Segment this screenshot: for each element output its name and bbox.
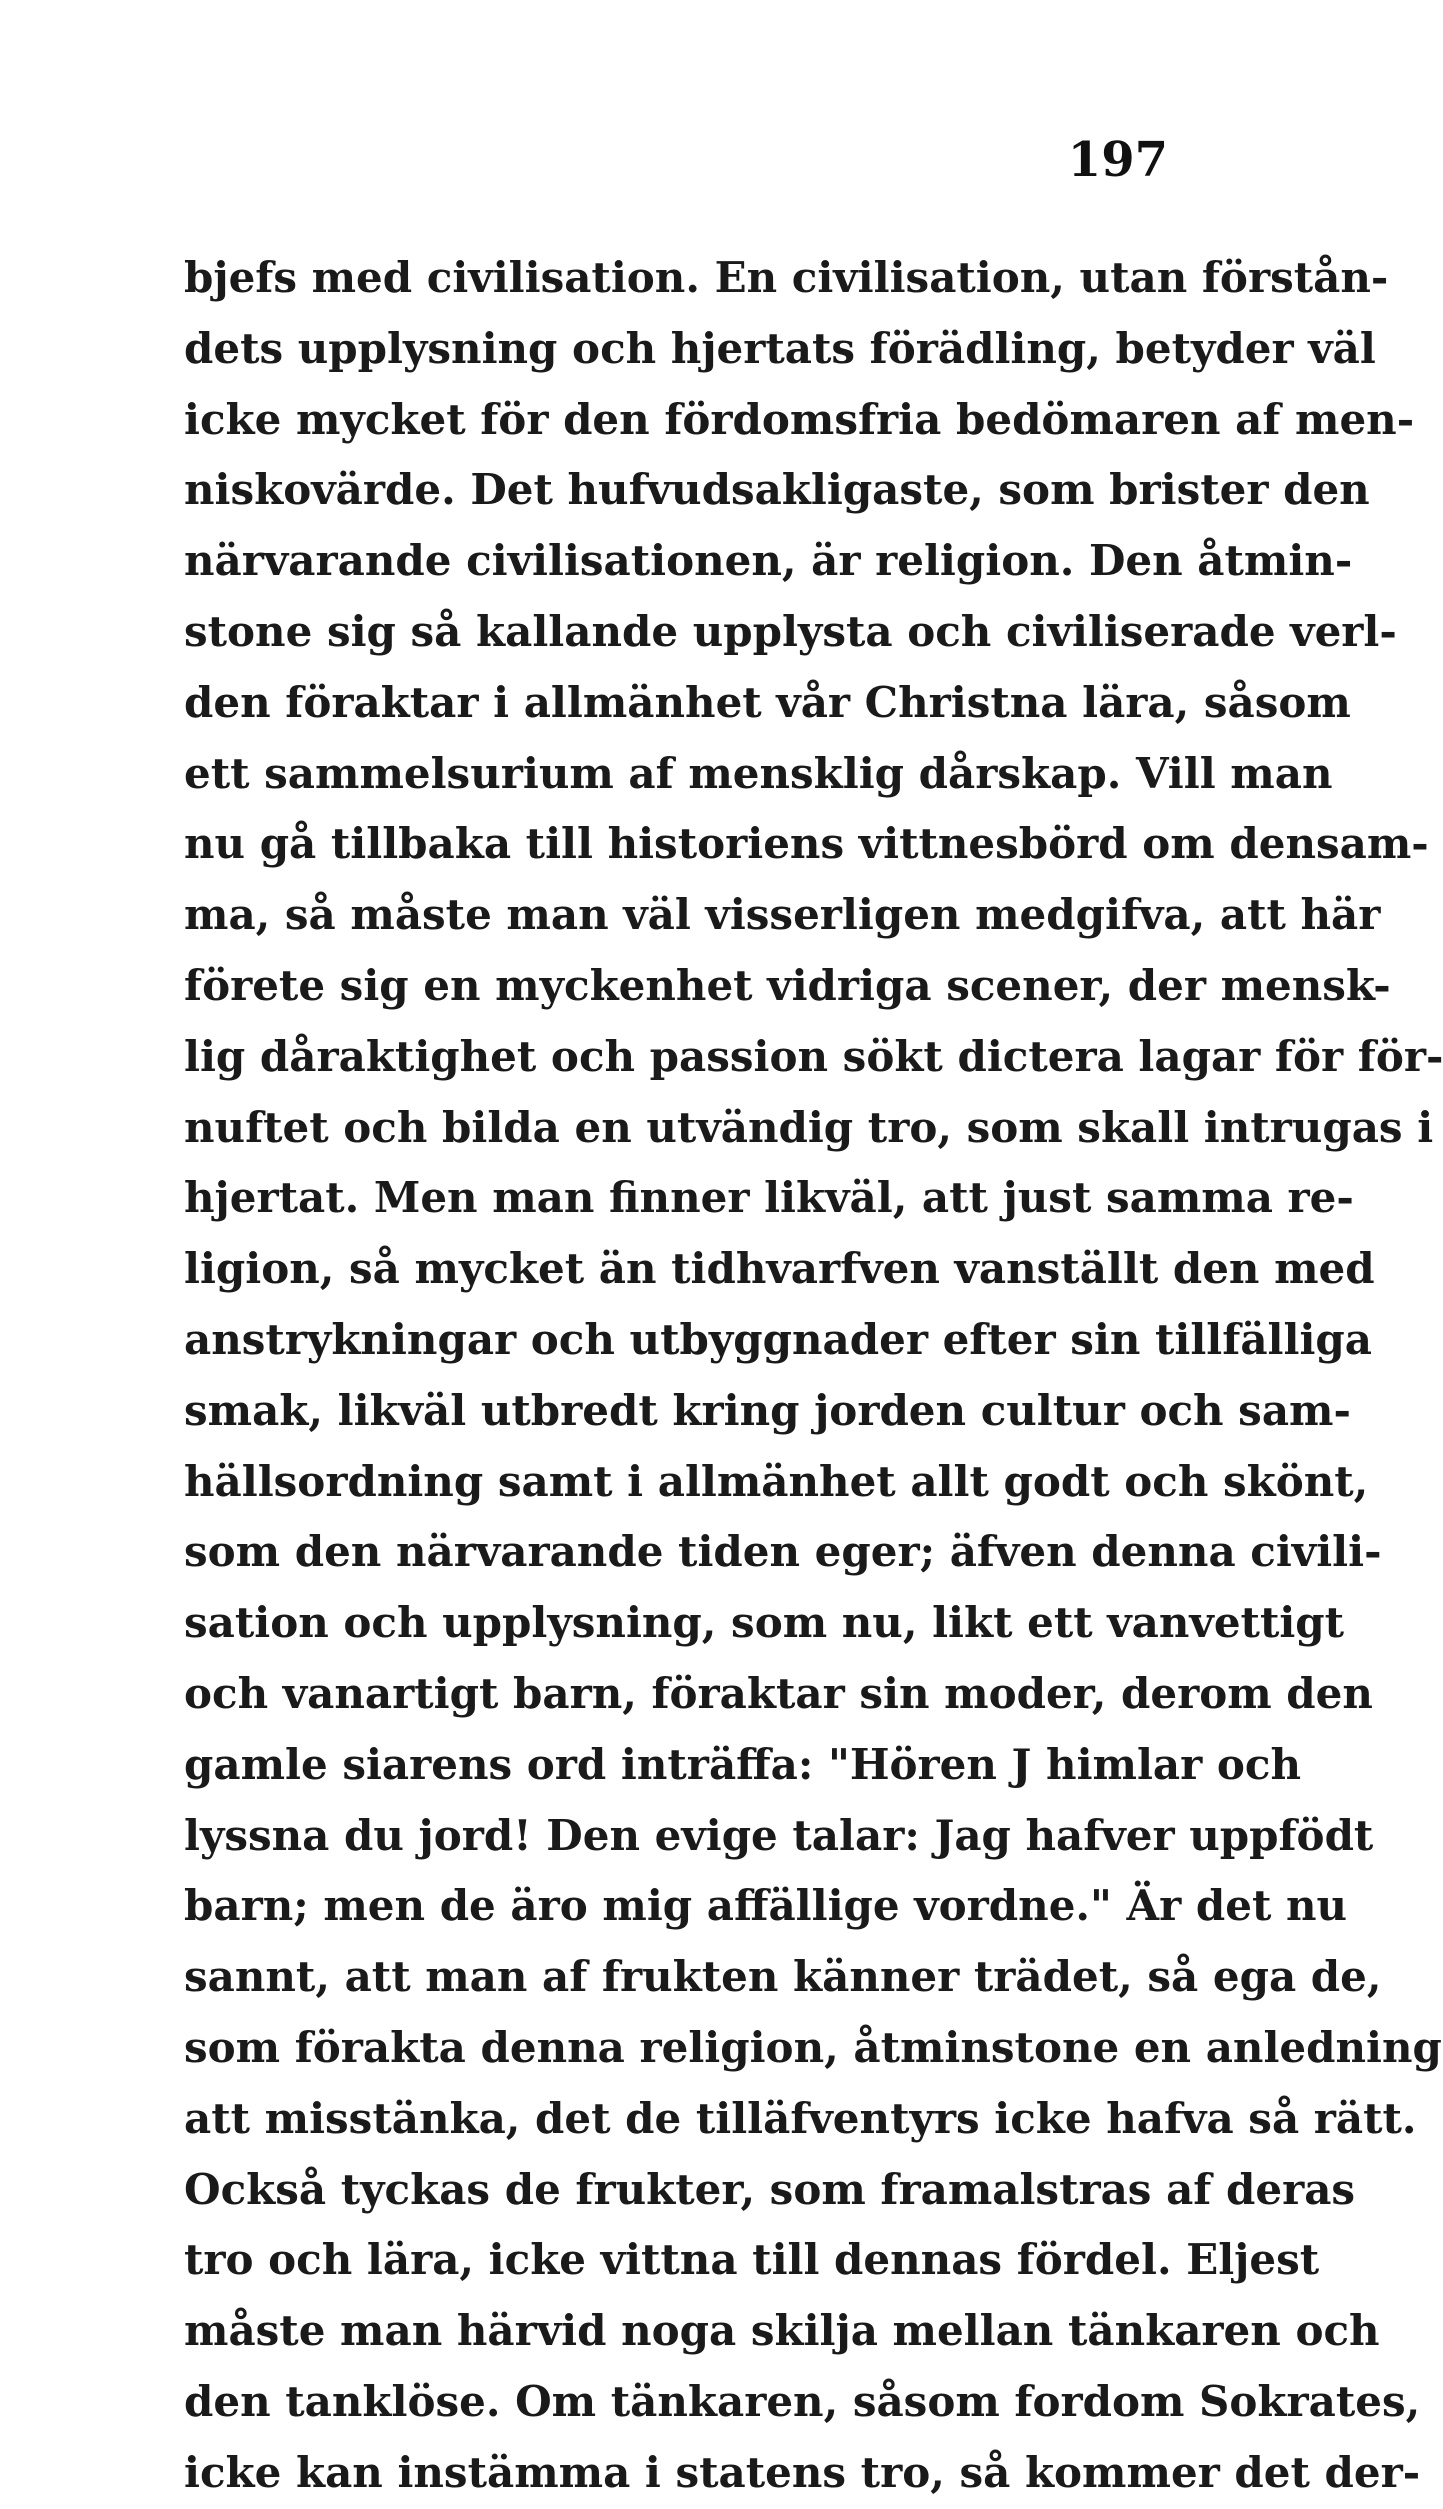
text-line: ett sammelsurium af mensklig dårskap. Vill man (184, 748, 1333, 798)
text-line: barn; men de äro mig affällige vordne." Är det nu (184, 1881, 1348, 1931)
text-line: närvarande civilisationen, är religion. Den åtmin- (184, 536, 1353, 586)
text-line: sation och upplysning, som nu, likt ett vanvettigt (184, 1598, 1345, 1648)
text-line: bjefs med civilisation. En civilisation, utan förstån- (184, 253, 1389, 302)
text-line: niskovärde. Det hufvudsakligaste, som brister den (184, 465, 1370, 515)
text-line: dets upplysning och hjertats förädling, betyder väl (184, 323, 1376, 373)
text-line: icke kan instämma i statens tro, så kommer det der- (184, 2447, 1421, 2497)
text-line: som förakta denna religion, åtminstone en anledning (184, 2022, 1442, 2072)
page-number: 197 (1067, 132, 1168, 188)
text-line: Också tyckas de frukter, som framalstras af deras (184, 2164, 1356, 2214)
text-line: icke mycket för den fördomsfria bedömaren af men- (184, 394, 1415, 444)
text-line: förete sig en myckenhet vidriga scener, der mensk- (184, 960, 1391, 1010)
text-line: sannt, att man af frukten känner trädet, så ega de, (184, 1952, 1382, 2002)
text-line: hjertat. Men man finner likväl, att just samma re- (184, 1173, 1354, 1223)
text-line: anstrykningar och utbyggnader efter sin tillfälliga (184, 1314, 1372, 1364)
text-line: lyssna du jord! Den evige talar: Jag hafver uppfödt (184, 1810, 1374, 1860)
text-line: gamle siarens ord inträffa: "Hören J himlar och (184, 1739, 1302, 1789)
text-line: nu gå tillbaka till historiens vittnesbörd om densam- (184, 819, 1429, 869)
body-text (184, 243, 1443, 2509)
text-line: tro och lära, icke vittna till dennas fördel. Eljest (184, 2235, 1320, 2285)
text-line: hällsordning samt i allmänhet allt godt och skönt, (184, 1456, 1369, 1506)
text-line: smak, likväl utbredt kring jorden cultur och sam- (184, 1385, 1351, 1435)
text-line: den tanklöse. Om tänkaren, såsom fordom Sokrates, (184, 2376, 1421, 2426)
text-line: lig dåraktighet och passion sökt dictera lagar för för- (184, 1031, 1443, 1081)
text-line: måste man härvid noga skilja mellan tänkaren och (184, 2306, 1380, 2356)
text-line: den föraktar i allmänhet vår Christna lära, såsom (184, 677, 1351, 727)
text-line: att misstänka, det de tilläfventyrs icke hafva så rätt. (184, 2093, 1417, 2143)
text-line: som den närvarande tiden eger; äfven denna civili- (184, 1527, 1382, 1577)
text-line: och vanartigt barn, föraktar sin moder, derom den (184, 1668, 1373, 1718)
text-line: nuftet och bilda en utvändig tro, som skall intrugas i (184, 1102, 1434, 1152)
text-line: ma, så måste man väl visserligen medgifva, att här (184, 890, 1381, 940)
text-line: ligion, så mycket än tidhvarfven vanställt den med (184, 1244, 1375, 1294)
text-line: stone sig så kallande upplysta och civiliserade verl- (184, 606, 1397, 656)
